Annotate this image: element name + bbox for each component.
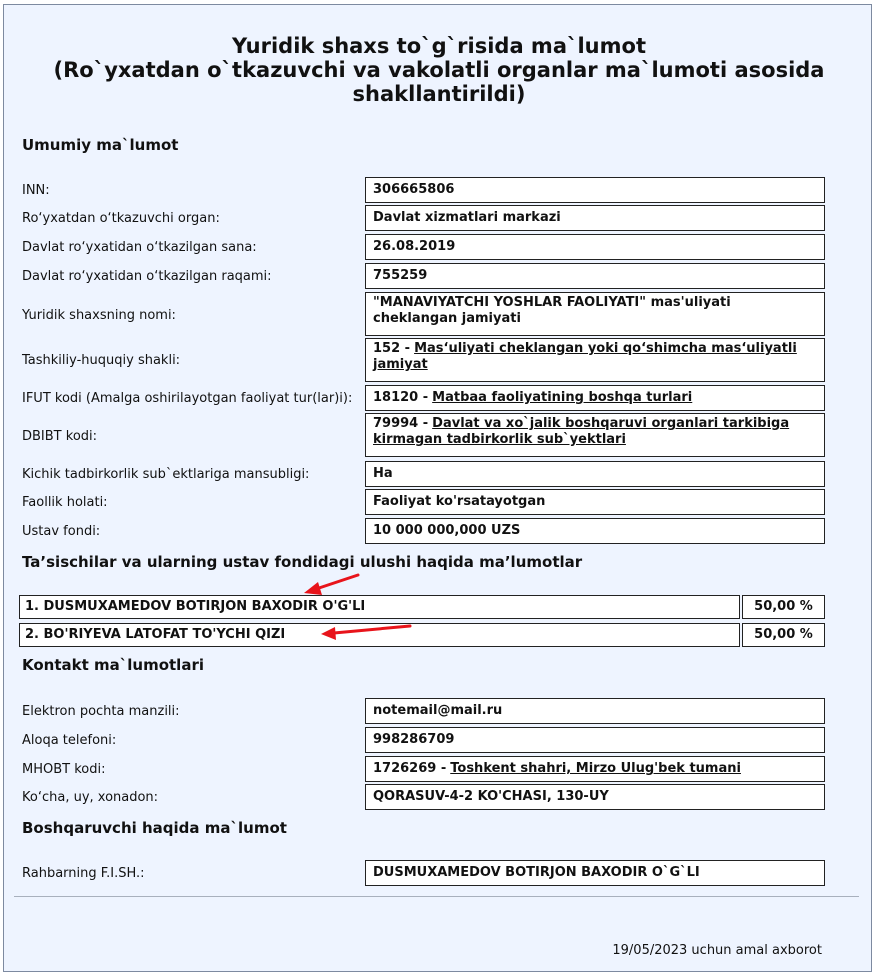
mhobt-label: MHOBT kodi: (22, 762, 106, 777)
small-business-value: Ha (365, 461, 825, 487)
mhobt-value: 1726269 - Toshkent shahri, Mirzo Ulug'bek tumani (365, 756, 825, 782)
status-label: Faollik holati: (22, 495, 108, 510)
footer-note: 19/05/2023 uchun amal axborot (612, 943, 822, 958)
small-business-label: Kichik tadbirkorlik sub`ektlariga mansubligi: (22, 467, 310, 482)
registrar-label: Ro‘yxatdan o‘tkazuvchi organ: (22, 211, 220, 226)
reg-number-value: 755259 (365, 263, 825, 289)
reg-date-value: 26.08.2019 (365, 234, 825, 260)
reg-number-label: Davlat ro‘yxatidan o‘tkazilgan raqami: (22, 269, 272, 284)
email-value: notemail@mail.ru (365, 698, 825, 724)
dbibt-link[interactable]: Davlat va xo`jalik boshqaruvi organlari tarkibiga kirmagan tadbirkorlik sub`yektlari (373, 416, 790, 447)
founder-row-2: 2. BO'RIYEVA LATOFAT TO'YCHI QIZI (19, 623, 740, 647)
founder-share-1: 50,00 % (742, 595, 825, 619)
title-line-3: shakllantirildi) (352, 82, 526, 106)
company-name-value: "MANAVIYATCHI YOSHLAR FAOLIYATI" mas'uliyati cheklangan jamiyati (365, 292, 825, 336)
founder-share-2: 50,00 % (742, 623, 825, 647)
legal-form-link[interactable]: Mas‘uliyati cheklangan yoki qo‘shimcha mas‘uliyatli jamiyat (373, 341, 797, 372)
inn-value: 306665806 (365, 177, 825, 203)
ifut-value: 18120 - Matbaa faoliyatining boshqa turlari (365, 385, 825, 411)
manager-heading: Boshqaruvchi haqida ma`lumot (22, 819, 287, 837)
inn-label: INN: (22, 183, 50, 198)
arrow-2-shaft (334, 626, 410, 633)
status-value: Faoliyat ko'rsatayotgan (365, 489, 825, 515)
title-line-1: Yuridik shaxs to`g`risida ma`lumot (232, 34, 646, 58)
ifut-label: IFUT kodi (Amalga oshirilayotgan faoliyat tur(lar)i): (22, 391, 353, 406)
manager-label: Rahbarning F.I.SH.: (22, 866, 145, 881)
registrar-value: Davlat xizmatlari markazi (365, 205, 825, 231)
arrow-1-shaft (316, 575, 358, 589)
founder-row-1: 1. DUSMUXAMEDOV BOTIRJON BAXODIR O'G'LI (19, 595, 740, 619)
legal-form-value: 152 - Mas‘uliyati cheklangan yoki qo‘shimcha mas‘uliyatli jamiyat (365, 338, 825, 382)
capital-value: 10 000 000,000 UZS (365, 518, 825, 544)
general-heading: Umumiy ma`lumot (22, 136, 179, 154)
company-name-label: Yuridik shaxsning nomi: (22, 308, 176, 323)
founders-heading: Ta’sischilar va ularning ustav fondidagi ulushi haqida ma’lumotlar (22, 553, 583, 571)
mhobt-link[interactable]: Toshkent shahri, Mirzo Ulug'bek tumani (450, 761, 741, 776)
arrow-1-head (304, 582, 322, 595)
address-value: QORASUV-4-2 KO'CHASI, 130-UY (365, 784, 825, 810)
phone-value: 998286709 (365, 727, 825, 753)
phone-label: Aloqa telefoni: (22, 733, 117, 748)
email-label: Elektron pochta manzili: (22, 704, 180, 719)
legal-form-label: Tashkiliy-huquqiy shakli: (22, 353, 181, 368)
dbibt-value: 79994 - Davlat va xo`jalik boshqaruvi organlari tarkibiga kirmagan tadbirkorlik sub`yektlari (365, 413, 825, 457)
ifut-link[interactable]: Matbaa faoliyatining boshqa turlari (432, 390, 693, 405)
contacts-heading: Kontakt ma`lumotlari (22, 656, 204, 674)
title-line-2: (Ro`yxatdan o`tkazuvchi va vakolatli organlar ma`lumoti asosida (53, 58, 825, 82)
arrow-2-head (321, 627, 336, 640)
address-label: Ko‘cha, uy, xonadon: (22, 790, 159, 805)
capital-label: Ustav fondi: (22, 524, 101, 539)
dbibt-label: DBIBT kodi: (22, 429, 98, 444)
reg-date-label: Davlat ro‘yxatidan o‘tkazilgan sana: (22, 240, 257, 255)
manager-value: DUSMUXAMEDOV BOTIRJON BAXODIR O`G`LI (365, 860, 825, 886)
